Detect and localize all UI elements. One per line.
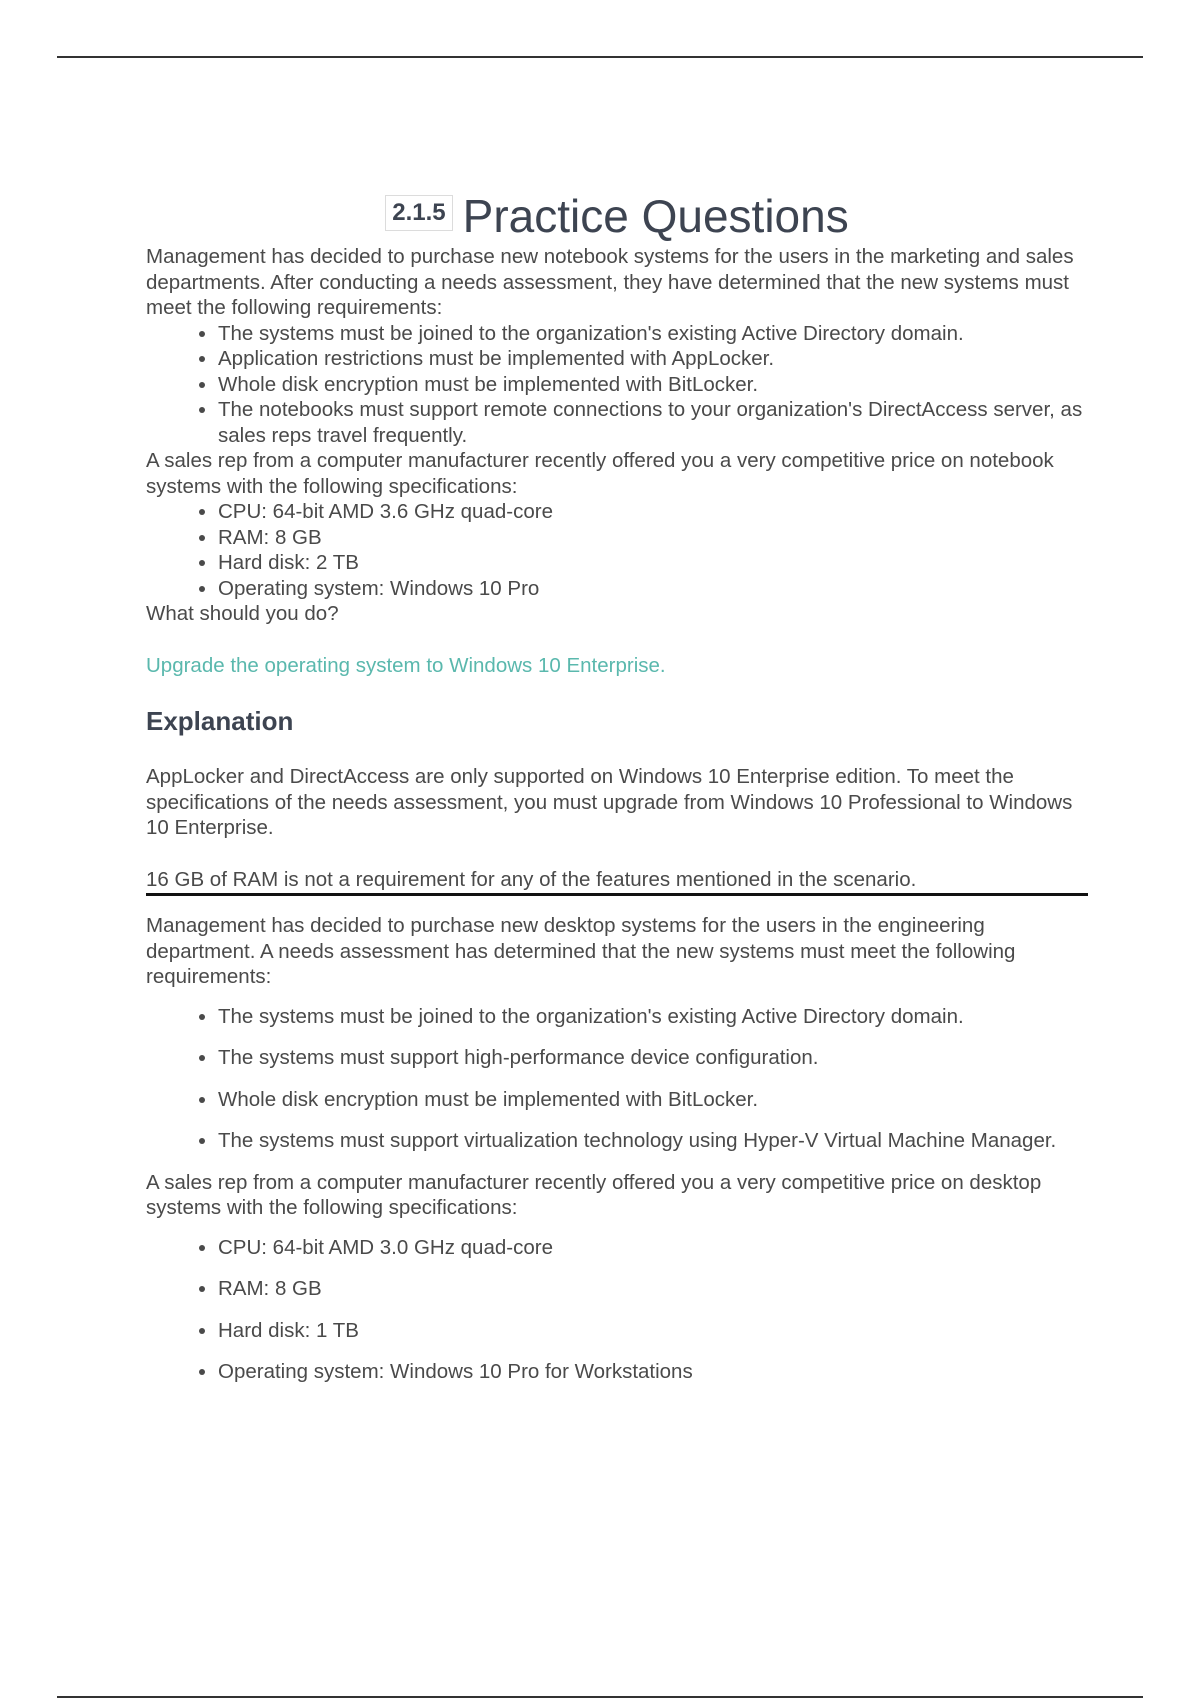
explanation-heading: Explanation — [146, 706, 294, 736]
section-number-badge: 2.1.5 — [385, 195, 452, 231]
requirement-item: • The systems must be joined to the organization's existing Active Directory domain. — [218, 1004, 1088, 1030]
explanation-paragraph: 16 GB of RAM is not a requirement for any of the features mentioned in the scenario. — [146, 867, 917, 891]
requirement-item: • The systems must support virtualization technology using Hyper-V Virtual Machine Manager. — [218, 1128, 1088, 1154]
question-1-specs-intro: A sales rep from a computer manufacturer recently offered you a very competitive price on notebook systems with the following specifications: — [146, 449, 1054, 498]
page-title: Practice Questions — [462, 190, 849, 242]
spec-item: • Hard disk: 1 TB — [218, 1318, 1088, 1344]
requirement-item: • The notebooks must support remote connections to your organization's DirectAccess server, as sales reps travel frequently. — [218, 397, 1088, 448]
question-1-intro: Management has decided to purchase new notebook systems for the users in the marketing and sales departments. After conducting a needs assessment, they have determined that the new systems must meet the following requirements: — [146, 245, 1074, 319]
requirement-item: • Application restrictions must be implemented with AppLocker. — [218, 346, 1088, 372]
correct-answer: Upgrade the operating system to Windows 10 Enterprise. — [146, 653, 666, 677]
spec-item: • RAM: 8 GB — [218, 525, 1088, 551]
spec-item: • CPU: 64-bit AMD 3.6 GHz quad-core — [218, 499, 1088, 525]
question-2-specs-list — [146, 1235, 1088, 1385]
spec-item: • CPU: 64-bit AMD 3.0 GHz quad-core — [218, 1235, 1088, 1261]
question-1-prompt: What should you do? — [146, 602, 339, 625]
requirement-item: • The systems must be joined to the organization's existing Active Directory domain. — [218, 321, 1088, 347]
spec-item: • Operating system: Windows 10 Pro for Workstations — [218, 1359, 1088, 1385]
question-2 — [146, 913, 1088, 1385]
document-body — [146, 190, 1088, 1401]
spec-item: • RAM: 8 GB — [218, 1276, 1088, 1302]
page-top-rule — [57, 56, 1143, 58]
question-1-requirements-list — [146, 321, 1088, 449]
page-title-row — [146, 190, 1088, 242]
requirement-item: • Whole disk encryption must be implemented with BitLocker. — [218, 372, 1088, 398]
question-2-requirements-list — [146, 1004, 1088, 1154]
page-bottom-rule — [57, 1696, 1143, 1698]
question-1 — [146, 244, 1088, 892]
spec-item: • Hard disk: 2 TB — [218, 550, 1088, 576]
question-divider — [146, 893, 1088, 896]
requirement-item: • Whole disk encryption must be implemented with BitLocker. — [218, 1087, 1088, 1113]
question-2-intro: Management has decided to purchase new desktop systems for the users in the engineering department. A needs assessment has determined that the new systems must meet the following requirements: — [146, 914, 1016, 988]
explanation-paragraph: AppLocker and DirectAccess are only supported on Windows 10 Enterprise edition. To meet the specifications of the needs assessment, you must upgrade from Windows 10 Professional to Windows 10 Enterprise. — [146, 765, 1073, 839]
question-1-specs-list — [146, 499, 1088, 601]
requirement-item: • The systems must support high-performance device configuration. — [218, 1045, 1088, 1071]
question-2-specs-intro: A sales rep from a computer manufacturer recently offered you a very competitive price on desktop systems with the following specifications: — [146, 1170, 1042, 1219]
spec-item: • Operating system: Windows 10 Pro — [218, 576, 1088, 602]
